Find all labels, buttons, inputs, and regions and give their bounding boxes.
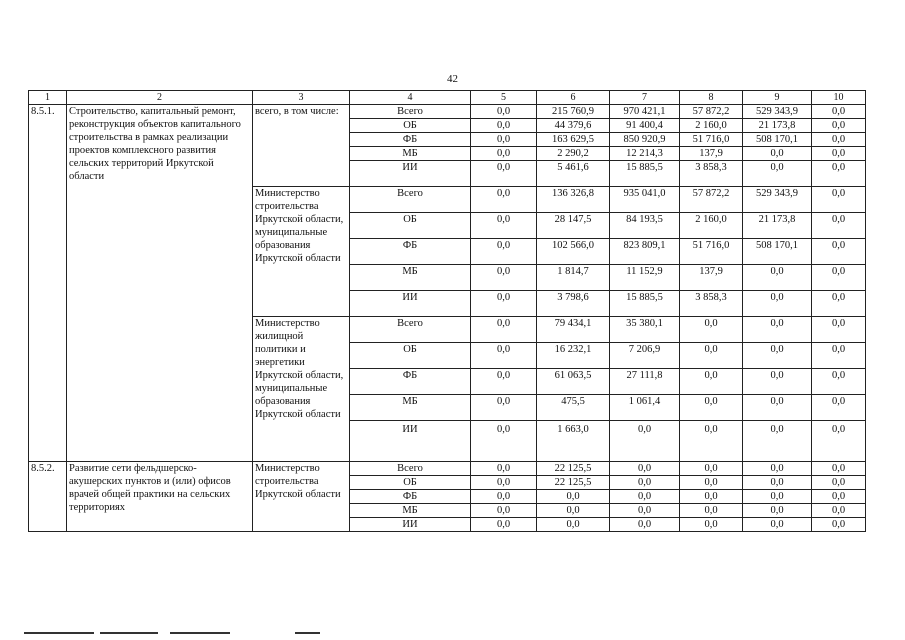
value-cell: 0,0: [743, 161, 812, 187]
value-cell: 44 379,6: [537, 119, 610, 133]
item-code: 8.5.1.: [29, 105, 67, 462]
value-cell: 508 170,1: [743, 133, 812, 147]
value-cell: 0,0: [743, 518, 812, 532]
value-cell: 1 061,4: [610, 395, 680, 421]
value-cell: 0,0: [680, 369, 743, 395]
header-cell: 6: [537, 91, 610, 105]
value-cell: 137,9: [680, 147, 743, 161]
value-cell: 529 343,9: [743, 105, 812, 119]
value-cell: 21 173,8: [743, 213, 812, 239]
value-cell: 0,0: [812, 421, 866, 462]
value-cell: 0,0: [812, 133, 866, 147]
header-cell: 3: [253, 91, 350, 105]
value-cell: 508 170,1: [743, 239, 812, 265]
value-cell: 850 920,9: [610, 133, 680, 147]
value-cell: 0,0: [680, 476, 743, 490]
value-cell: 0,0: [471, 119, 537, 133]
source-cell: ИИ: [350, 421, 471, 462]
header-cell: 4: [350, 91, 471, 105]
value-cell: 16 232,1: [537, 343, 610, 369]
executor: всего, в том числе:: [253, 105, 350, 187]
value-cell: 0,0: [743, 476, 812, 490]
scan-artifact-line: [295, 632, 320, 634]
value-cell: 0,0: [812, 343, 866, 369]
value-cell: 0,0: [610, 476, 680, 490]
source-cell: ИИ: [350, 291, 471, 317]
item-name: Строительство, капитальный ремонт, реконструкция объектов капитального строительства в рамках реализации проектов комплексного развития сельских территорий Иркутской области: [67, 105, 253, 462]
value-cell: 0,0: [680, 395, 743, 421]
value-cell: 1 663,0: [537, 421, 610, 462]
value-cell: 57 872,2: [680, 105, 743, 119]
value-cell: 137,9: [680, 265, 743, 291]
value-cell: 5 461,6: [537, 161, 610, 187]
source-cell: ОБ: [350, 119, 471, 133]
value-cell: 0,0: [471, 504, 537, 518]
value-cell: 163 629,5: [537, 133, 610, 147]
value-cell: 0,0: [471, 213, 537, 239]
value-cell: 51 716,0: [680, 239, 743, 265]
executor: Министерство жилищной политики и энергетики Иркутской области, муниципальные образования Иркутской области: [253, 317, 350, 462]
source-cell: МБ: [350, 395, 471, 421]
value-cell: 11 152,9: [610, 265, 680, 291]
value-cell: 102 566,0: [537, 239, 610, 265]
value-cell: 0,0: [680, 490, 743, 504]
value-cell: 0,0: [743, 317, 812, 343]
source-cell: МБ: [350, 147, 471, 161]
value-cell: 0,0: [812, 239, 866, 265]
value-cell: 0,0: [743, 265, 812, 291]
value-cell: 0,0: [812, 265, 866, 291]
header-cell: 9: [743, 91, 812, 105]
value-cell: 0,0: [743, 369, 812, 395]
source-cell: ФБ: [350, 133, 471, 147]
source-cell: Всего: [350, 105, 471, 119]
value-cell: 28 147,5: [537, 213, 610, 239]
value-cell: 0,0: [537, 518, 610, 532]
value-cell: 27 111,8: [610, 369, 680, 395]
value-cell: 0,0: [812, 105, 866, 119]
source-cell: Всего: [350, 187, 471, 213]
value-cell: 0,0: [812, 119, 866, 133]
value-cell: 0,0: [471, 133, 537, 147]
value-cell: 0,0: [471, 147, 537, 161]
value-cell: 0,0: [812, 504, 866, 518]
item-name: Развитие сети фельдшерско-акушерских пунктов и (или) офисов врачей общей практики на сельских территориях: [67, 462, 253, 532]
scan-artifact-line: [100, 632, 158, 634]
table-body: [29, 91, 866, 532]
value-cell: 79 434,1: [537, 317, 610, 343]
value-cell: 12 214,3: [610, 147, 680, 161]
value-cell: 21 173,8: [743, 119, 812, 133]
value-cell: 0,0: [743, 147, 812, 161]
source-cell: ИИ: [350, 161, 471, 187]
source-cell: ИИ: [350, 518, 471, 532]
value-cell: 0,0: [680, 504, 743, 518]
value-cell: 0,0: [743, 343, 812, 369]
value-cell: 61 063,5: [537, 369, 610, 395]
value-cell: 2 160,0: [680, 119, 743, 133]
value-cell: 0,0: [471, 317, 537, 343]
value-cell: 84 193,5: [610, 213, 680, 239]
source-cell: Всего: [350, 462, 471, 476]
value-cell: 15 885,5: [610, 161, 680, 187]
value-cell: 22 125,5: [537, 462, 610, 476]
header-row: [29, 91, 866, 105]
source-cell: ФБ: [350, 239, 471, 265]
header-cell: 1: [29, 91, 67, 105]
value-cell: 0,0: [471, 161, 537, 187]
value-cell: 0,0: [743, 504, 812, 518]
value-cell: 0,0: [812, 213, 866, 239]
header-cell: 2: [67, 91, 253, 105]
source-cell: ОБ: [350, 476, 471, 490]
value-cell: 0,0: [743, 421, 812, 462]
value-cell: 0,0: [471, 291, 537, 317]
value-cell: 0,0: [743, 291, 812, 317]
source-cell: Всего: [350, 317, 471, 343]
value-cell: 0,0: [812, 490, 866, 504]
value-cell: 0,0: [680, 317, 743, 343]
value-cell: 3 798,6: [537, 291, 610, 317]
value-cell: 0,0: [743, 395, 812, 421]
source-cell: ОБ: [350, 213, 471, 239]
value-cell: 0,0: [471, 343, 537, 369]
value-cell: 970 421,1: [610, 105, 680, 119]
source-cell: ОБ: [350, 343, 471, 369]
value-cell: 35 380,1: [610, 317, 680, 343]
value-cell: 0,0: [537, 490, 610, 504]
value-cell: 3 858,3: [680, 161, 743, 187]
executor: Министерство строительства Иркутской области, муниципальные образования Иркутской области: [253, 187, 350, 317]
page-number: 42: [447, 73, 458, 85]
value-cell: 935 041,0: [610, 187, 680, 213]
value-cell: 475,5: [537, 395, 610, 421]
value-cell: 0,0: [471, 421, 537, 462]
value-cell: 0,0: [812, 462, 866, 476]
value-cell: 0,0: [812, 518, 866, 532]
value-cell: 0,0: [812, 476, 866, 490]
value-cell: 0,0: [812, 291, 866, 317]
value-cell: 0,0: [680, 462, 743, 476]
value-cell: 0,0: [610, 504, 680, 518]
executor: Министерство строительства Иркутской области: [253, 462, 350, 532]
value-cell: 529 343,9: [743, 187, 812, 213]
value-cell: 2 160,0: [680, 213, 743, 239]
header-cell: 8: [680, 91, 743, 105]
value-cell: 0,0: [743, 462, 812, 476]
value-cell: 0,0: [471, 187, 537, 213]
header-cell: 5: [471, 91, 537, 105]
value-cell: 91 400,4: [610, 119, 680, 133]
value-cell: 0,0: [680, 421, 743, 462]
value-cell: 0,0: [471, 518, 537, 532]
scan-artifact-line: [170, 632, 230, 634]
value-cell: 0,0: [812, 147, 866, 161]
value-cell: 0,0: [610, 462, 680, 476]
source-cell: ФБ: [350, 369, 471, 395]
value-cell: 0,0: [812, 187, 866, 213]
value-cell: 0,0: [471, 476, 537, 490]
value-cell: 0,0: [610, 490, 680, 504]
value-cell: 823 809,1: [610, 239, 680, 265]
value-cell: 0,0: [812, 161, 866, 187]
header-cell: 10: [812, 91, 866, 105]
value-cell: 0,0: [812, 317, 866, 343]
value-cell: 0,0: [471, 462, 537, 476]
value-cell: 0,0: [812, 369, 866, 395]
value-cell: 0,0: [680, 343, 743, 369]
value-cell: 136 326,8: [537, 187, 610, 213]
value-cell: 0,0: [610, 421, 680, 462]
value-cell: 15 885,5: [610, 291, 680, 317]
item-code: 8.5.2.: [29, 462, 67, 532]
value-cell: 0,0: [471, 490, 537, 504]
value-cell: 0,0: [471, 369, 537, 395]
value-cell: 51 716,0: [680, 133, 743, 147]
budget-table: [28, 90, 866, 532]
source-cell: ФБ: [350, 490, 471, 504]
value-cell: 0,0: [812, 395, 866, 421]
value-cell: 2 290,2: [537, 147, 610, 161]
header-cell: 7: [610, 91, 680, 105]
value-cell: 22 125,5: [537, 476, 610, 490]
value-cell: 0,0: [471, 395, 537, 421]
source-cell: МБ: [350, 504, 471, 518]
value-cell: 1 814,7: [537, 265, 610, 291]
value-cell: 0,0: [610, 518, 680, 532]
value-cell: 0,0: [537, 504, 610, 518]
table-row: [29, 105, 866, 119]
value-cell: 0,0: [471, 105, 537, 119]
value-cell: 7 206,9: [610, 343, 680, 369]
value-cell: 0,0: [471, 239, 537, 265]
value-cell: 0,0: [743, 490, 812, 504]
scan-artifact-line: [24, 632, 94, 634]
value-cell: 215 760,9: [537, 105, 610, 119]
table-row: [29, 462, 866, 476]
value-cell: 0,0: [680, 518, 743, 532]
source-cell: МБ: [350, 265, 471, 291]
value-cell: 0,0: [471, 265, 537, 291]
value-cell: 3 858,3: [680, 291, 743, 317]
value-cell: 57 872,2: [680, 187, 743, 213]
